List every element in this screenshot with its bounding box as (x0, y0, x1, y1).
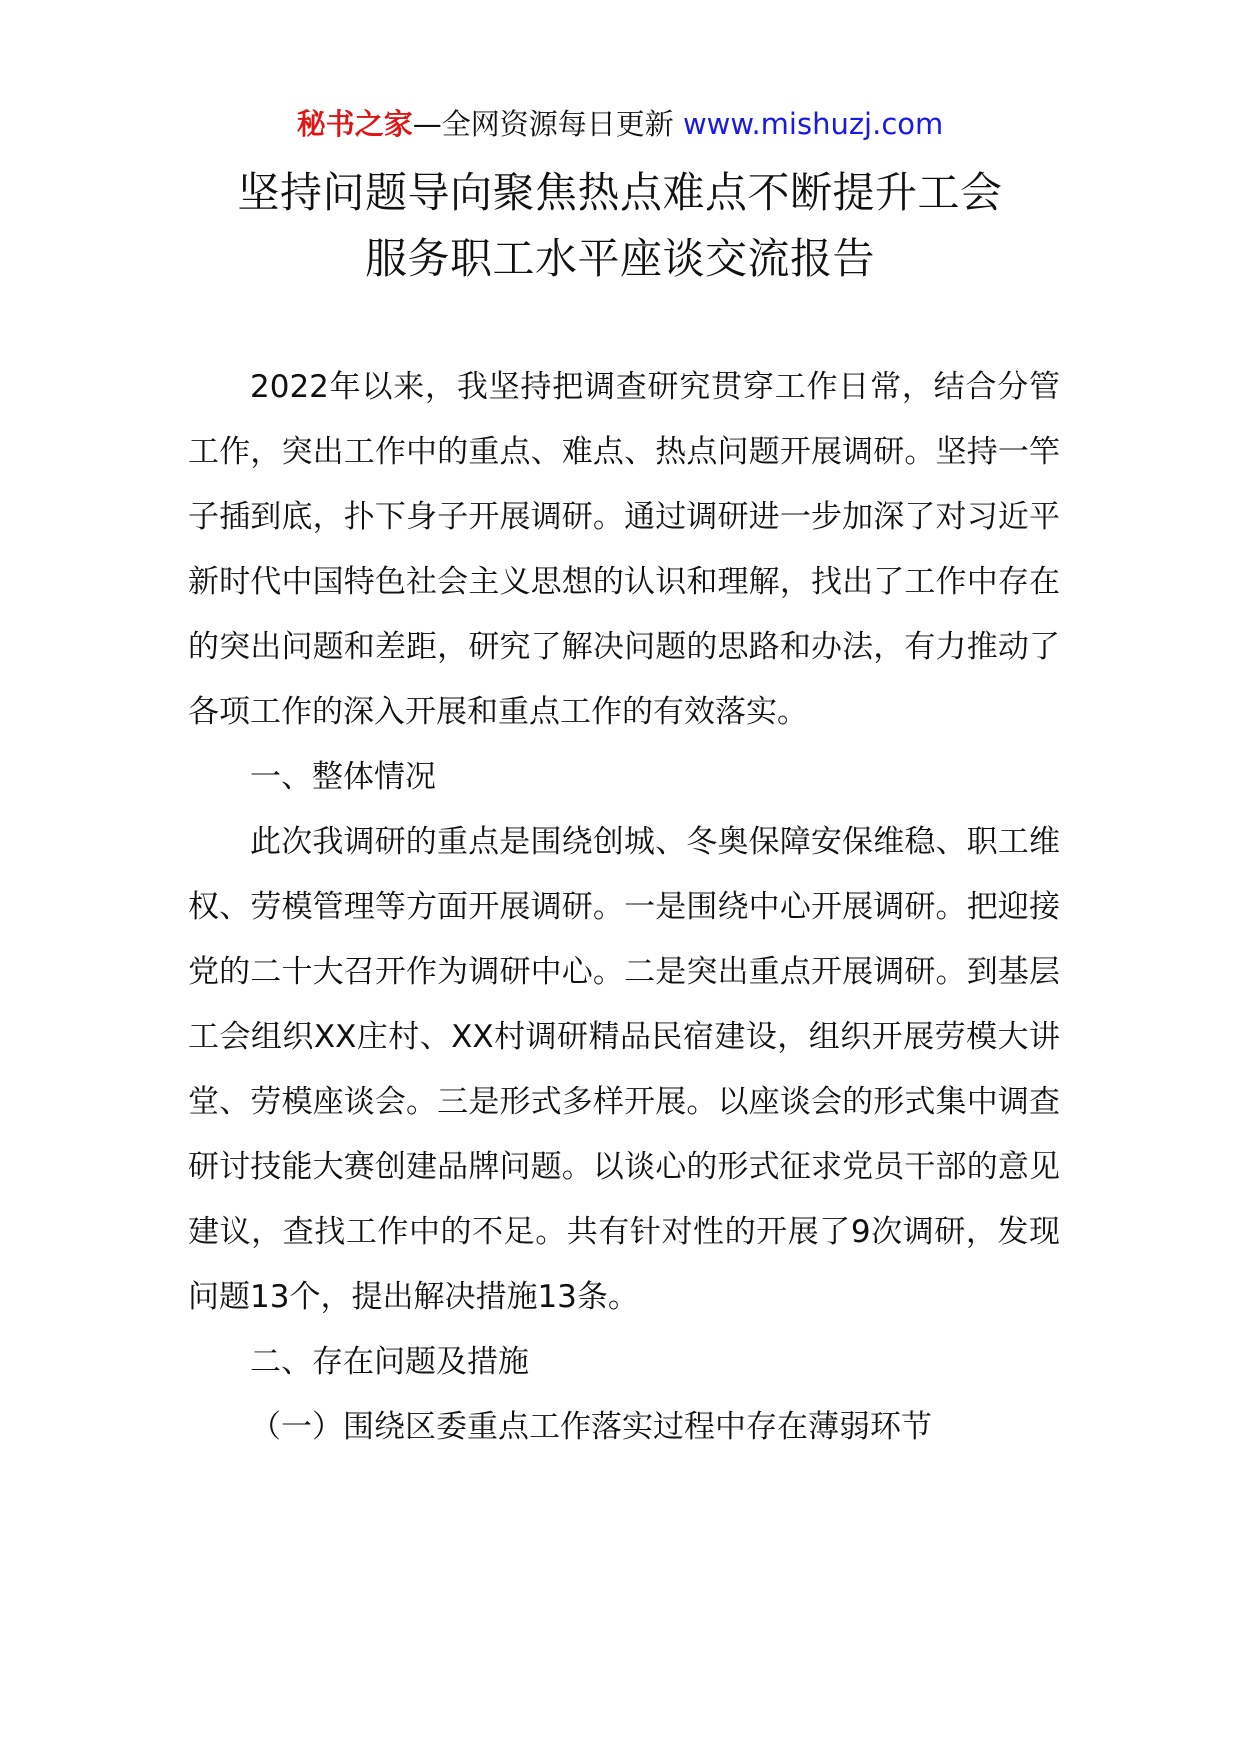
overview-paragraph: 此次我调研的重点是围绕创城、冬奥保障安保维稳、职工维权、劳模管理等方面开展调研。一是围绕中心开展调研。把迎接党的二十大召开作为调研中心。二是突出重点开展调研。到基层工会组织XX庄村、XX村调研精品民宿建设，组织开展劳模大讲堂、劳模座谈会。三是形式多样开展。以座谈会的形式集中调查研讨技能大赛创建品牌问题。以谈心的形式征求党员干部的意见建议，查找工作中的不足。共有针对性的开展了9次调研，发现问题13个，提出解决措施13条。 (188, 824, 1060, 1315)
title-line-2: 服务职工水平座谈交流报告 (364, 234, 875, 283)
site-header (0, 104, 1240, 144)
document-body (188, 355, 1060, 1460)
brand-name: 秘书之家 (296, 107, 413, 141)
header-tagline: —全网资源每日更新 (412, 107, 674, 141)
site-url-link[interactable]: www.mishuzj.com (682, 107, 944, 141)
section-heading-overview: 一、整体情况 (250, 759, 436, 795)
section-heading-problems: 二、存在问题及措施 (250, 1344, 529, 1380)
intro-paragraph: 2022年以来，我坚持把调查研究贯穿工作日常，结合分管工作，突出工作中的重点、难点、热点问题开展调研。坚持一竿子插到底，扑下身子开展调研。通过调研进一步加深了对习近平新时代中国特色社会主义思想的认识和理解，找出了工作中存在的突出问题和差距，研究了解决问题的思路和办法，有力推动了各项工作的深入开展和重点工作的有效落实。 (188, 369, 1060, 730)
subsection-heading-1: （一）围绕区委重点工作落实过程中存在薄弱环节 (250, 1409, 932, 1445)
document-title (150, 160, 1090, 292)
title-line-1: 坚持问题导向聚焦热点难点不断提升工会 (237, 168, 1003, 217)
